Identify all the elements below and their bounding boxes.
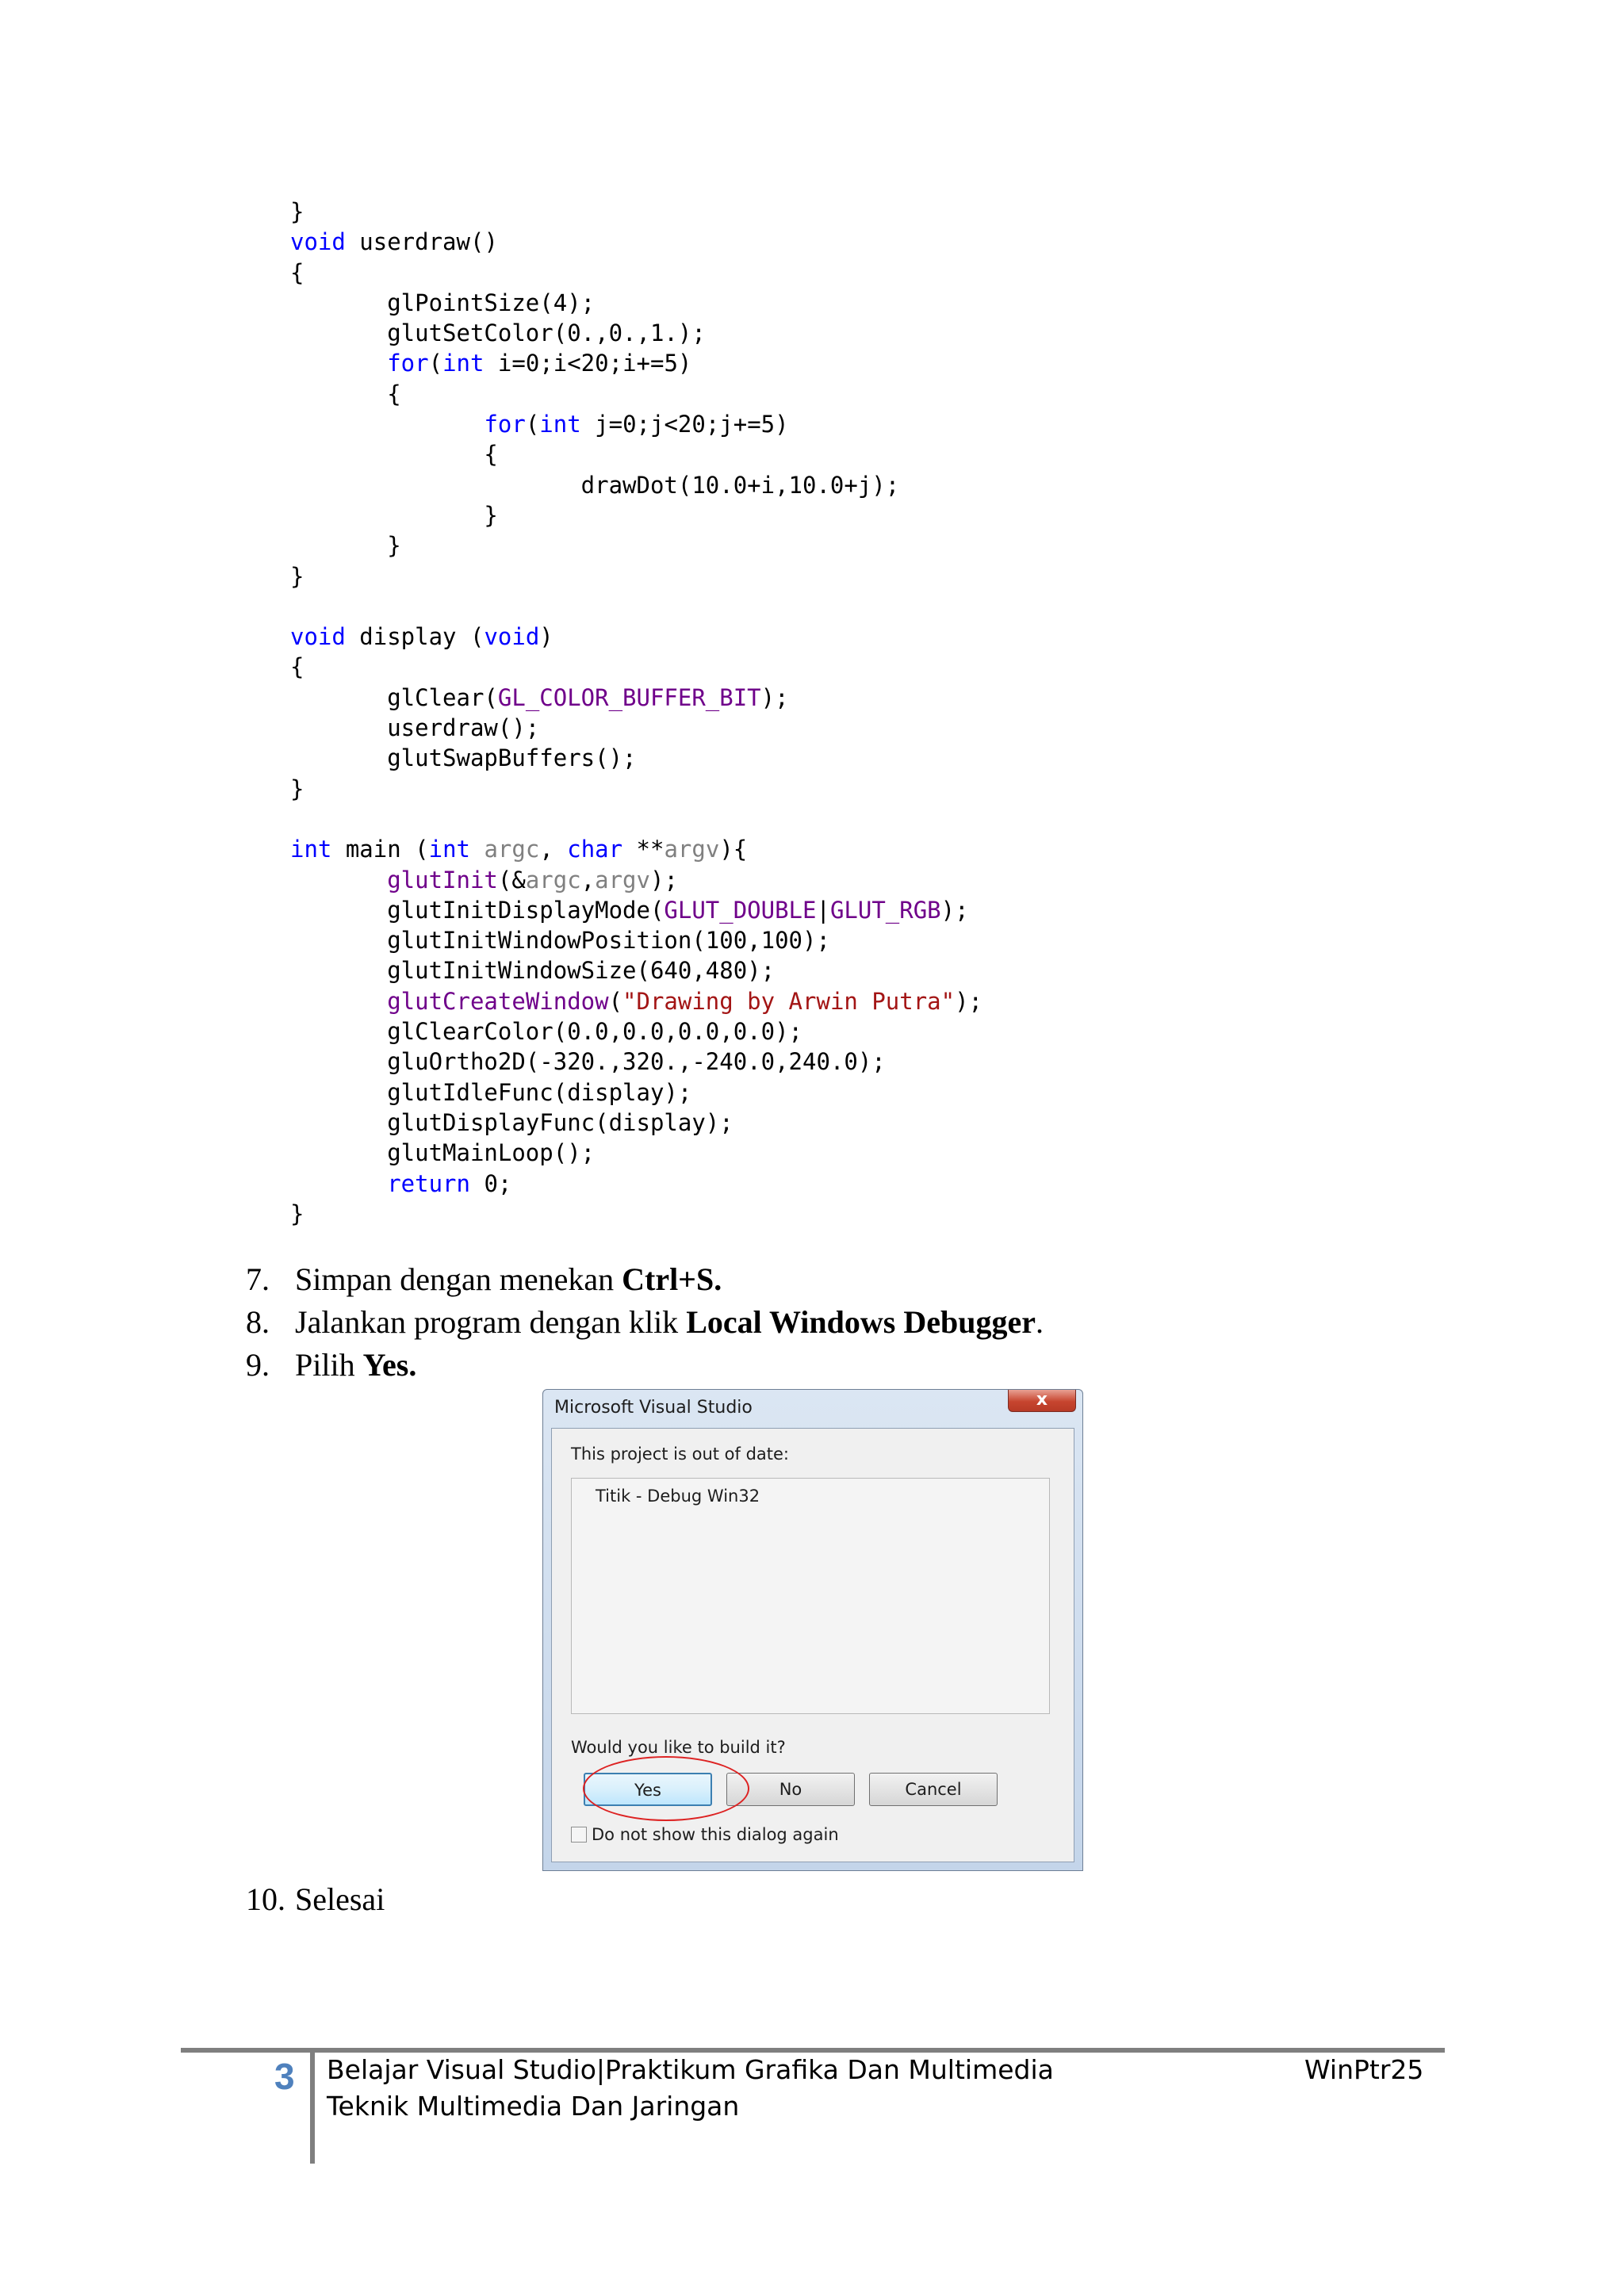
code-token: ( <box>428 350 443 377</box>
code-line <box>290 1200 304 1227</box>
code-token: } <box>290 1200 304 1227</box>
code-line <box>290 775 304 802</box>
code-token: glClearColor(0.0,0.0,0.0,0.0); <box>290 1018 803 1046</box>
code-token: 0; <box>469 1169 512 1197</box>
code-line <box>290 836 747 863</box>
code-token: glPointSize(4); <box>290 289 596 316</box>
code-line <box>290 1109 733 1136</box>
code-line <box>290 653 304 680</box>
code-token: GL_COLOR_BUFFER_BIT <box>497 683 761 711</box>
code-token: gluOrtho2D(-320.,320.,-240.0,240.0); <box>290 1048 886 1076</box>
code-token: glutCreateWindow <box>387 987 609 1015</box>
code-token: ( <box>608 987 623 1015</box>
step-bold: Yes. <box>362 1347 417 1383</box>
code-token <box>290 411 484 438</box>
code-line <box>290 289 595 316</box>
code-token: argv <box>595 866 650 894</box>
code-token: main ( <box>331 836 429 863</box>
code-line <box>290 988 982 1015</box>
code-line <box>290 927 830 954</box>
code-token: void <box>484 623 540 651</box>
code-line <box>290 502 498 529</box>
dialog-question: Would you like to build it? <box>571 1738 786 1757</box>
code-line <box>290 957 775 984</box>
step-number: 8. <box>246 1304 270 1340</box>
code-token: { <box>290 258 304 286</box>
code-token: (& <box>497 866 526 894</box>
code-line <box>290 1079 691 1106</box>
code-token <box>290 350 387 377</box>
code-token: } <box>290 562 304 590</box>
code-token: glClear( <box>290 683 498 711</box>
footer-line-2: Teknik Multimedia Dan Jaringan <box>327 2091 740 2122</box>
code-line <box>290 228 498 255</box>
code-token: { <box>290 653 304 681</box>
cancel-button[interactable]: Cancel <box>869 1773 998 1806</box>
code-token: { <box>290 380 401 408</box>
step-number: 10. <box>246 1881 285 1917</box>
dont-show-again-checkbox[interactable] <box>571 1827 587 1843</box>
code-token <box>470 836 484 863</box>
code-line <box>290 744 637 771</box>
code-token: } <box>290 775 304 802</box>
code-token: display ( <box>345 623 485 651</box>
code-line <box>290 714 539 741</box>
code-token: ** <box>622 836 665 863</box>
code-token: glutMainLoop(); <box>290 1139 596 1167</box>
code-token: } <box>290 532 401 560</box>
code-token: int <box>539 411 581 438</box>
close-icon[interactable]: x <box>1008 1390 1076 1412</box>
code-line <box>290 441 498 468</box>
code-token: for <box>484 411 526 438</box>
code-token: drawDot(10.0+i,10.0+j); <box>290 471 900 499</box>
footer-code: WinPtr25 <box>1304 2054 1424 2085</box>
footer-line-1: Belajar Visual Studio|Praktikum Grafika Dan Multimedia <box>327 2054 1054 2085</box>
code-token: glutSwapBuffers(); <box>290 744 637 772</box>
code-token: glutInitWindowPosition(100,100); <box>290 927 830 955</box>
step-text: Pilih <box>295 1347 363 1383</box>
step-number: 9. <box>246 1347 270 1383</box>
code-line <box>290 350 691 377</box>
step-text: Jalankan program dengan klik <box>295 1304 687 1340</box>
code-token: return <box>387 1169 470 1197</box>
code-token: ){ <box>719 836 748 863</box>
step-text: Simpan dengan menekan <box>295 1261 622 1297</box>
code-line <box>290 1170 511 1197</box>
code-token <box>290 988 387 1015</box>
code-token: for <box>387 350 429 377</box>
code-line <box>290 1139 595 1166</box>
code-line <box>290 1048 886 1075</box>
code-token: glutIdleFunc(display); <box>290 1078 692 1106</box>
code-line <box>290 623 553 650</box>
page-number: 3 <box>274 2056 295 2097</box>
code-token: ); <box>955 987 982 1015</box>
code-token: argc <box>484 836 540 863</box>
code-line <box>290 532 401 559</box>
code-token: | <box>816 896 830 924</box>
dialog-message: This project is out of date: <box>571 1445 790 1464</box>
code-token: } <box>290 501 498 529</box>
code-token: glutInit <box>387 866 498 894</box>
code-token: } <box>290 198 304 225</box>
code-line <box>290 867 678 894</box>
highlight-circle <box>583 1756 749 1821</box>
code-line <box>290 472 899 499</box>
code-token: argv <box>664 836 720 863</box>
code-line <box>290 563 304 590</box>
code-token: , <box>539 836 568 863</box>
code-line <box>290 1018 802 1045</box>
code-token: GLUT_DOUBLE <box>664 896 817 924</box>
code-token: userdraw() <box>345 228 498 256</box>
code-line <box>290 381 401 408</box>
step-text: Selesai <box>295 1881 385 1917</box>
code-token: ); <box>940 896 969 924</box>
code-token: ); <box>649 866 678 894</box>
code-token: void <box>290 623 346 651</box>
code-token: , <box>580 866 596 894</box>
code-token <box>290 1170 387 1197</box>
code-token: glutInitWindowSize(640,480); <box>290 957 776 985</box>
code-token: ( <box>525 411 540 438</box>
code-token: "Drawing by Arwin Putra" <box>622 987 956 1015</box>
code-token: int <box>442 350 485 377</box>
code-token: argc <box>525 866 581 894</box>
code-token: userdraw(); <box>290 714 540 742</box>
code-token: int <box>290 836 332 863</box>
step-number: 7. <box>246 1261 270 1297</box>
code-line <box>290 897 969 924</box>
code-token: ); <box>760 683 789 711</box>
project-list[interactable] <box>571 1478 1050 1714</box>
yes-button[interactable]: Yes <box>584 1773 712 1806</box>
dialog-title: Microsoft Visual Studio <box>554 1398 753 1418</box>
code-line <box>290 411 789 438</box>
footer-vertical-divider <box>310 2053 315 2164</box>
code-token: glutInitDisplayMode( <box>290 896 665 924</box>
code-token: char <box>567 836 623 863</box>
code-token <box>290 867 387 894</box>
code-token: glutDisplayFunc(display); <box>290 1108 733 1136</box>
code-line <box>290 198 304 225</box>
code-line <box>290 259 304 286</box>
code-token: { <box>290 441 498 469</box>
step-bold: Local Windows Debugger <box>686 1304 1036 1340</box>
project-list-item[interactable]: Titik - Debug Win32 <box>596 1487 760 1506</box>
code-token: j=0;j<20;j+=5) <box>580 411 789 438</box>
step-bold: Ctrl+S. <box>622 1261 722 1297</box>
code-token: ) <box>539 623 553 651</box>
dont-show-again-label: Do not show this dialog again <box>592 1825 839 1844</box>
code-token: void <box>290 228 346 256</box>
code-listing <box>290 197 982 1229</box>
dont-show-again-row[interactable] <box>571 1825 839 1844</box>
code-line <box>290 320 706 346</box>
code-token: glutSetColor(0.,0.,1.); <box>290 320 706 347</box>
code-line <box>290 684 789 711</box>
code-token: GLUT_RGB <box>829 896 941 924</box>
no-button[interactable]: No <box>726 1773 855 1806</box>
code-token: i=0;i<20;i+=5) <box>484 350 692 377</box>
code-token: int <box>428 836 470 863</box>
